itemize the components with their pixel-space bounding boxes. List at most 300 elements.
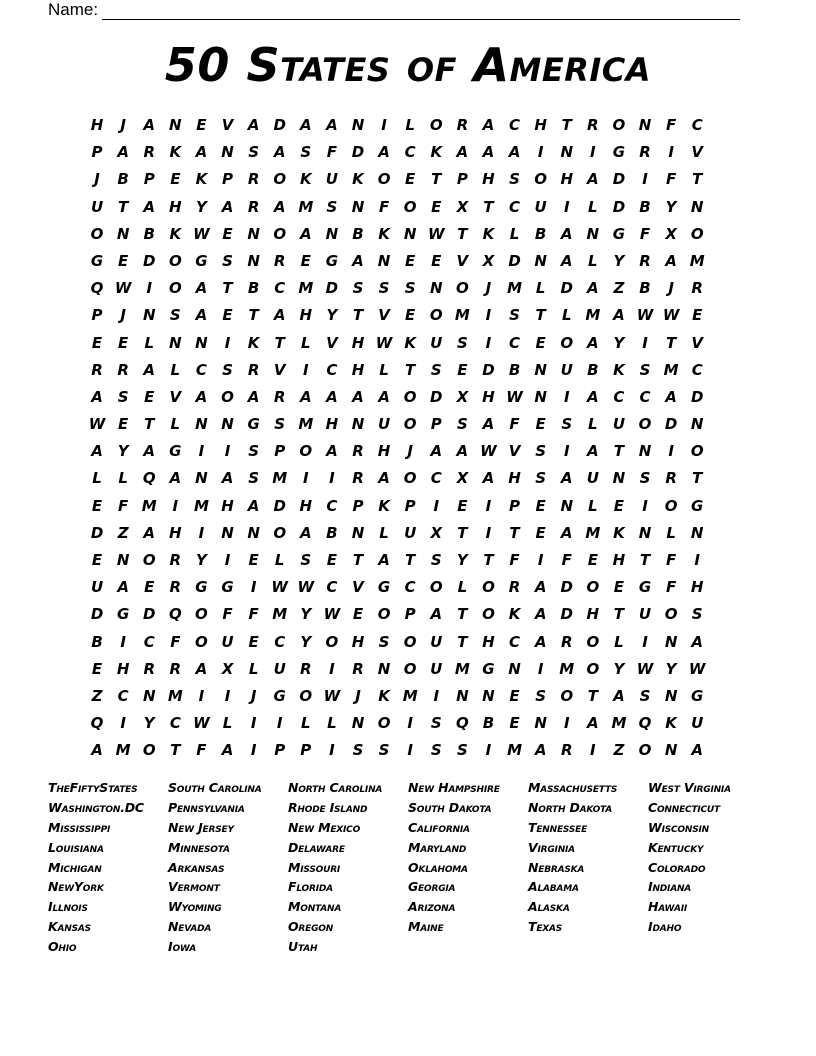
grid-letter[interactable]: W [271, 578, 288, 597]
grid-letter[interactable]: H [560, 170, 574, 189]
grid-letter[interactable]: A [560, 469, 573, 488]
grid-letter[interactable]: N [195, 469, 208, 488]
grid-letter[interactable]: R [143, 143, 156, 162]
grid-letter[interactable]: N [586, 224, 600, 243]
grid-letter[interactable]: N [247, 224, 260, 243]
grid-letter[interactable]: K [169, 143, 182, 162]
grid-letter[interactable]: Y [326, 306, 338, 325]
grid-letter[interactable]: S [300, 143, 312, 162]
grid-letter[interactable]: O [664, 496, 678, 515]
grid-letter[interactable]: N [534, 387, 547, 406]
grid-letter[interactable]: N [664, 741, 678, 760]
grid-letter[interactable]: A [195, 387, 208, 406]
grid-letter[interactable]: D [482, 360, 495, 379]
grid-letter[interactable]: I [563, 197, 570, 216]
grid-letter[interactable]: O [560, 686, 574, 705]
grid-letter[interactable]: I [381, 116, 387, 134]
grid-letter[interactable]: E [91, 333, 103, 352]
grid-letter[interactable]: L [274, 551, 285, 569]
grid-letter[interactable]: Y [300, 605, 312, 624]
grid-letter[interactable]: D [690, 387, 704, 406]
grid-letter[interactable]: N [351, 197, 365, 216]
grid-letter[interactable]: G [116, 605, 130, 624]
grid-letter[interactable]: Y [665, 659, 677, 678]
grid-letter[interactable]: T [457, 523, 468, 542]
grid-letter[interactable]: S [639, 360, 651, 379]
grid-letter[interactable]: G [169, 442, 182, 461]
grid-letter[interactable]: E [118, 251, 129, 270]
grid-letter[interactable]: P [222, 170, 234, 189]
grid-letter[interactable]: D [560, 279, 573, 298]
grid-letter[interactable]: C [143, 632, 155, 651]
grid-letter[interactable]: A [430, 605, 443, 624]
grid-letter[interactable]: A [221, 741, 234, 760]
grid-letter[interactable]: E [692, 306, 703, 325]
grid-letter[interactable]: N [351, 415, 365, 434]
grid-letter[interactable]: R [91, 360, 103, 379]
grid-letter[interactable]: O [403, 387, 417, 406]
grid-letter[interactable]: M [585, 306, 601, 325]
grid-letter[interactable]: R [117, 360, 129, 379]
grid-letter[interactable]: C [639, 387, 651, 406]
grid-letter[interactable]: S [378, 632, 390, 651]
grid-letter[interactable]: S [117, 387, 129, 406]
grid-letter[interactable]: A [117, 578, 129, 597]
grid-letter[interactable]: S [561, 415, 573, 434]
grid-letter[interactable]: S [352, 279, 364, 298]
grid-letter[interactable]: L [588, 496, 598, 515]
grid-letter[interactable]: N [195, 333, 208, 352]
grid-letter[interactable]: N [351, 116, 365, 134]
grid-letter[interactable]: J [120, 306, 126, 325]
grid-letter[interactable]: N [351, 714, 365, 733]
grid-letter[interactable]: H [482, 387, 495, 406]
grid-letter[interactable]: O [690, 224, 704, 243]
grid-letter[interactable]: S [274, 415, 286, 434]
grid-letter[interactable]: W [662, 306, 680, 325]
grid-letter[interactable]: R [247, 360, 260, 379]
grid-letter[interactable]: E [352, 605, 364, 624]
grid-letter[interactable]: V [352, 578, 364, 597]
grid-letter[interactable]: N [638, 116, 652, 134]
grid-letter[interactable]: H [612, 551, 626, 569]
grid-letter[interactable]: T [692, 170, 703, 189]
grid-letter[interactable]: W [506, 387, 523, 406]
grid-letter[interactable]: N [403, 224, 417, 243]
grid-letter[interactable]: S [456, 333, 468, 352]
grid-letter[interactable]: J [250, 686, 257, 705]
grid-letter[interactable]: I [303, 469, 309, 488]
grid-letter[interactable]: G [221, 578, 234, 597]
grid-letter[interactable]: K [613, 360, 625, 379]
grid-letter[interactable]: N [638, 523, 652, 542]
grid-letter[interactable]: N [534, 714, 547, 733]
grid-letter[interactable]: F [639, 224, 651, 243]
grid-letter[interactable]: A [508, 143, 521, 162]
grid-letter[interactable]: U [90, 197, 104, 216]
grid-letter[interactable]: N [142, 686, 156, 705]
grid-letter[interactable]: N [221, 415, 234, 434]
grid-letter[interactable]: I [642, 333, 648, 352]
grid-letter[interactable]: C [274, 632, 286, 651]
grid-letter[interactable]: T [613, 442, 625, 461]
grid-letter[interactable]: V [508, 442, 521, 461]
grid-letter[interactable]: S [326, 197, 338, 216]
grid-letter[interactable]: V [456, 251, 469, 270]
grid-letter[interactable]: U [430, 333, 443, 352]
grid-letter[interactable]: N [325, 224, 339, 243]
grid-letter[interactable]: X [665, 224, 677, 243]
grid-letter[interactable]: M [585, 523, 601, 542]
grid-letter[interactable]: R [169, 551, 182, 569]
grid-letter[interactable]: I [485, 496, 492, 515]
grid-letter[interactable]: O [638, 741, 652, 760]
grid-letter[interactable]: F [118, 496, 129, 515]
grid-letter[interactable]: O [429, 578, 443, 597]
grid-letter[interactable]: A [587, 170, 599, 189]
grid-letter[interactable]: C [509, 333, 521, 352]
grid-letter[interactable]: F [509, 551, 520, 569]
grid-letter[interactable]: I [537, 659, 544, 678]
grid-letter[interactable]: L [588, 197, 598, 216]
grid-letter[interactable]: Q [638, 714, 652, 733]
grid-letter[interactable]: E [405, 170, 416, 189]
grid-letter[interactable]: N [664, 632, 678, 651]
grid-letter[interactable]: I [694, 551, 700, 569]
grid-letter[interactable]: A [378, 143, 390, 162]
grid-letter[interactable]: X [456, 197, 469, 216]
grid-letter[interactable]: A [143, 360, 156, 379]
grid-letter[interactable]: R [508, 578, 521, 597]
grid-letter[interactable]: C [509, 632, 521, 651]
grid-letter[interactable]: A [247, 387, 260, 406]
grid-letter[interactable]: B [117, 170, 129, 189]
grid-letter[interactable]: I [120, 714, 126, 733]
grid-letter[interactable]: O [534, 170, 548, 189]
grid-letter[interactable]: H [116, 659, 130, 678]
grid-letter[interactable]: E [222, 306, 233, 325]
grid-letter[interactable]: A [247, 116, 260, 134]
grid-letter[interactable]: O [482, 578, 495, 597]
grid-letter[interactable]: O [560, 333, 574, 352]
grid-letter[interactable]: K [404, 333, 416, 352]
grid-letter[interactable]: M [193, 496, 209, 515]
grid-letter[interactable]: Q [168, 605, 182, 624]
grid-letter[interactable]: C [326, 360, 338, 379]
grid-letter[interactable]: E [613, 578, 625, 597]
grid-letter[interactable]: K [299, 170, 312, 189]
grid-letter[interactable]: A [273, 306, 286, 325]
grid-letter[interactable]: D [351, 143, 365, 162]
grid-letter[interactable]: G [195, 578, 208, 597]
grid-letter[interactable]: G [377, 578, 391, 597]
grid-letter[interactable]: Q [142, 469, 156, 488]
grid-letter[interactable]: H [508, 469, 521, 488]
grid-letter[interactable]: L [301, 333, 311, 352]
grid-letter[interactable]: I [642, 496, 648, 515]
grid-letter[interactable]: R [639, 251, 651, 270]
grid-letter[interactable]: A [169, 469, 182, 488]
grid-letter[interactable]: L [248, 659, 259, 678]
grid-letter[interactable]: I [224, 442, 231, 461]
grid-letter[interactable]: Q [455, 714, 469, 733]
grid-letter[interactable]: I [276, 714, 283, 733]
grid-letter[interactable]: M [507, 279, 523, 298]
grid-letter[interactable]: U [586, 469, 599, 488]
grid-letter[interactable]: Z [613, 741, 625, 760]
grid-letter[interactable]: A [247, 496, 260, 515]
grid-letter[interactable]: A [378, 469, 390, 488]
grid-letter[interactable]: Q [90, 714, 104, 733]
grid-letter[interactable]: T [248, 306, 259, 325]
grid-letter[interactable]: A [534, 741, 547, 760]
grid-letter[interactable]: L [588, 415, 598, 434]
grid-letter[interactable]: W [323, 605, 341, 624]
grid-letter[interactable]: W [636, 306, 654, 325]
grid-letter[interactable]: X [482, 251, 495, 270]
grid-letter[interactable]: L [588, 251, 598, 270]
grid-letter[interactable]: J [120, 116, 126, 134]
grid-letter[interactable]: T [587, 686, 598, 705]
grid-letter[interactable]: H [325, 415, 339, 434]
grid-letter[interactable]: M [298, 197, 314, 216]
grid-letter[interactable]: E [535, 333, 546, 352]
grid-letter[interactable]: N [221, 143, 234, 162]
grid-letter[interactable]: A [534, 605, 547, 624]
grid-letter[interactable]: C [169, 714, 181, 733]
grid-letter[interactable]: L [535, 279, 546, 298]
grid-letter[interactable]: F [248, 605, 259, 624]
grid-letter[interactable]: W [323, 686, 341, 705]
grid-letter[interactable]: L [301, 714, 311, 733]
grid-letter[interactable]: I [198, 523, 205, 542]
grid-letter[interactable]: O [273, 224, 287, 243]
grid-letter[interactable]: T [405, 551, 416, 569]
grid-letter[interactable]: A [143, 442, 156, 461]
grid-letter[interactable]: J [485, 279, 492, 298]
grid-letter[interactable]: H [351, 333, 365, 352]
grid-letter[interactable]: G [273, 686, 286, 705]
grid-letter[interactable]: A [299, 387, 312, 406]
grid-letter[interactable]: X [221, 659, 234, 678]
grid-letter[interactable]: I [198, 686, 205, 705]
grid-letter[interactable]: R [639, 143, 651, 162]
grid-letter[interactable]: L [92, 469, 102, 488]
grid-letter[interactable]: S [639, 686, 651, 705]
grid-letter[interactable]: E [431, 197, 442, 216]
grid-letter[interactable]: I [407, 741, 413, 760]
grid-letter[interactable]: N [169, 116, 182, 134]
grid-letter[interactable]: E [300, 251, 311, 270]
grid-letter[interactable]: K [508, 605, 521, 624]
grid-letter[interactable]: I [642, 632, 648, 651]
grid-letter[interactable]: O [90, 224, 104, 243]
grid-letter[interactable]: T [457, 632, 468, 651]
grid-letter[interactable]: O [482, 605, 495, 624]
grid-letter[interactable]: O [299, 442, 313, 461]
grid-letter[interactable]: C [691, 360, 703, 379]
grid-letter[interactable]: E [91, 551, 103, 569]
grid-letter[interactable]: O [195, 605, 208, 624]
grid-letter[interactable]: D [664, 415, 678, 434]
grid-letter[interactable]: U [691, 714, 704, 733]
grid-letter[interactable]: K [195, 170, 208, 189]
grid-letter[interactable]: S [352, 741, 364, 760]
grid-letter[interactable]: W [193, 224, 210, 243]
grid-letter[interactable]: L [666, 523, 676, 542]
grid-letter[interactable]: T [483, 197, 494, 216]
grid-letter[interactable]: A [273, 143, 286, 162]
grid-letter[interactable]: I [120, 632, 126, 651]
grid-letter[interactable]: F [665, 170, 677, 189]
grid-letter[interactable]: A [195, 279, 208, 298]
grid-letter[interactable]: L [561, 306, 572, 325]
grid-letter[interactable]: R [169, 659, 182, 678]
grid-letter[interactable]: P [509, 496, 521, 515]
grid-letter[interactable]: M [454, 659, 470, 678]
grid-letter[interactable]: O [142, 741, 156, 760]
grid-letter[interactable]: G [691, 496, 704, 515]
grid-letter[interactable]: P [143, 170, 155, 189]
grid-letter[interactable]: R [273, 387, 286, 406]
grid-letter[interactable]: O [325, 632, 339, 651]
grid-letter[interactable]: L [144, 333, 155, 352]
grid-letter[interactable]: E [248, 632, 259, 651]
grid-letter[interactable]: L [222, 714, 233, 733]
grid-letter[interactable]: K [613, 523, 625, 542]
grid-letter[interactable]: E [613, 496, 625, 515]
grid-letter[interactable]: K [169, 224, 182, 243]
grid-letter[interactable]: N [221, 523, 234, 542]
grid-letter[interactable]: S [169, 306, 181, 325]
grid-letter[interactable]: G [482, 659, 495, 678]
grid-letter[interactable]: R [665, 469, 677, 488]
grid-letter[interactable]: A [221, 197, 234, 216]
grid-letter[interactable]: N [116, 224, 130, 243]
grid-letter[interactable]: W [88, 415, 106, 434]
grid-letter[interactable]: I [485, 306, 492, 325]
grid-letter[interactable]: G [90, 251, 104, 270]
grid-letter[interactable]: A [326, 442, 338, 461]
grid-letter[interactable]: Q [90, 279, 104, 298]
grid-letter[interactable]: A [273, 197, 286, 216]
grid-letter[interactable]: T [509, 523, 520, 542]
grid-letter[interactable]: O [455, 279, 469, 298]
grid-letter[interactable]: E [196, 116, 207, 134]
grid-letter[interactable]: S [248, 469, 260, 488]
grid-letter[interactable]: A [117, 143, 129, 162]
grid-letter[interactable]: A [587, 387, 599, 406]
grid-letter[interactable]: A [665, 387, 677, 406]
grid-letter[interactable]: A [143, 523, 156, 542]
grid-letter[interactable]: V [326, 333, 338, 352]
grid-letter[interactable]: V [273, 360, 286, 379]
grid-letter[interactable]: I [198, 442, 205, 461]
grid-letter[interactable]: B [91, 632, 103, 651]
grid-letter[interactable]: M [298, 415, 314, 434]
grid-letter[interactable]: M [689, 251, 705, 270]
grid-letter[interactable]: M [611, 714, 627, 733]
grid-letter[interactable]: B [326, 523, 338, 542]
grid-letter[interactable]: O [403, 659, 417, 678]
grid-letter[interactable]: O [638, 415, 652, 434]
grid-letter[interactable]: I [485, 523, 492, 542]
name-line[interactable] [102, 3, 740, 20]
grid-letter[interactable]: I [250, 714, 257, 733]
grid-letter[interactable]: N [638, 442, 652, 461]
grid-letter[interactable]: O [403, 632, 417, 651]
grid-letter[interactable]: K [352, 170, 364, 189]
grid-letter[interactable]: T [457, 224, 468, 243]
grid-letter[interactable]: R [352, 469, 364, 488]
grid-letter[interactable]: E [509, 686, 520, 705]
grid-letter[interactable]: P [430, 415, 442, 434]
grid-letter[interactable]: D [612, 170, 626, 189]
grid-letter[interactable]: S [456, 741, 468, 760]
grid-letter[interactable]: C [509, 116, 521, 134]
grid-letter[interactable]: O [429, 116, 443, 134]
grid-letter[interactable]: H [221, 496, 234, 515]
grid-letter[interactable]: A [378, 387, 390, 406]
grid-letter[interactable]: C [117, 686, 129, 705]
grid-letter[interactable]: W [114, 279, 132, 298]
grid-letter[interactable]: E [222, 224, 233, 243]
grid-letter[interactable]: V [691, 333, 703, 352]
grid-letter[interactable]: Y [613, 251, 625, 270]
grid-letter[interactable]: A [352, 387, 364, 406]
grid-letter[interactable]: B [639, 279, 651, 298]
grid-letter[interactable]: A [482, 415, 495, 434]
grid-letter[interactable]: A [195, 143, 208, 162]
grid-letter[interactable]: H [351, 632, 365, 651]
grid-letter[interactable]: Z [91, 686, 103, 705]
grid-letter[interactable]: S [430, 741, 442, 760]
grid-letter[interactable]: J [668, 279, 674, 298]
grid-letter[interactable]: R [560, 632, 573, 651]
grid-letter[interactable]: I [563, 387, 570, 406]
grid-letter[interactable]: C [430, 469, 442, 488]
grid-letter[interactable]: E [457, 360, 468, 379]
grid-letter[interactable]: A [560, 224, 573, 243]
grid-letter[interactable]: D [273, 496, 286, 515]
grid-letter[interactable]: H [690, 578, 704, 597]
grid-letter[interactable]: C [613, 387, 625, 406]
grid-letter[interactable]: Y [195, 551, 207, 569]
grid-letter[interactable]: O [586, 659, 600, 678]
grid-letter[interactable]: B [534, 224, 547, 243]
grid-letter[interactable]: N [377, 659, 391, 678]
grid-letter[interactable]: R [560, 741, 573, 760]
grid-letter[interactable]: K [430, 143, 443, 162]
grid-letter[interactable]: I [433, 496, 440, 515]
grid-letter[interactable]: D [90, 605, 104, 624]
grid-letter[interactable]: U [221, 632, 234, 651]
grid-letter[interactable]: D [560, 578, 573, 597]
grid-letter[interactable]: F [196, 741, 207, 760]
grid-letter[interactable]: D [560, 605, 573, 624]
grid-letter[interactable]: I [250, 741, 257, 760]
grid-letter[interactable]: P [91, 143, 103, 162]
grid-letter[interactable]: F [170, 632, 181, 651]
grid-letter[interactable]: R [143, 659, 156, 678]
grid-letter[interactable]: E [405, 251, 416, 270]
grid-letter[interactable]: E [326, 551, 338, 569]
grid-letter[interactable]: S [691, 605, 703, 624]
grid-letter[interactable]: P [300, 741, 312, 760]
grid-letter[interactable]: C [404, 143, 416, 162]
grid-letter[interactable]: G [691, 686, 704, 705]
grid-letter[interactable]: N [534, 251, 547, 270]
